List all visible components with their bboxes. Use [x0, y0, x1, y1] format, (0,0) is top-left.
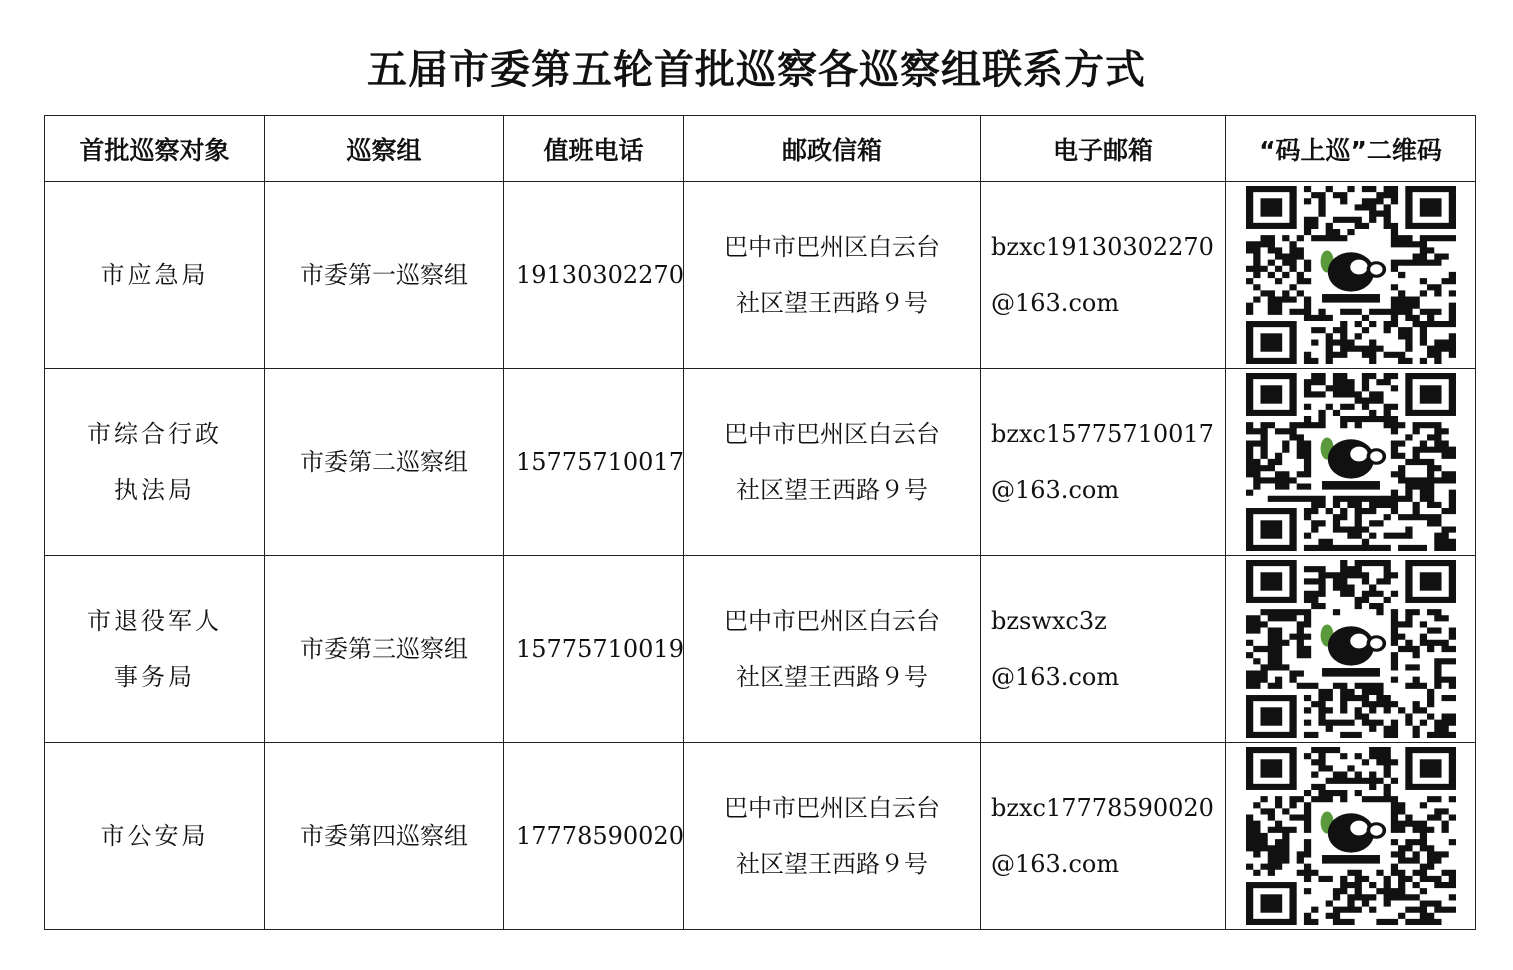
email-line: bzxc19130302270 [991, 233, 1214, 261]
target-cell [45, 182, 265, 369]
group-cell: 市委第四巡察组 [265, 743, 504, 930]
page-title: 五届市委第五轮首批巡察各巡察组联系方式 [367, 47, 1146, 93]
address-line: 社区望王西路９号 [736, 289, 928, 317]
qr-cell[interactable] [1226, 556, 1476, 743]
email-line: @163.com [991, 476, 1120, 504]
phone-cell: 15775710019 [504, 556, 684, 743]
target-line: 事务局 [114, 663, 195, 691]
qr-code-icon[interactable] [1246, 560, 1456, 738]
header-address: 邮政信箱 [684, 116, 981, 182]
address-line: 社区望王西路９号 [736, 476, 928, 504]
group-cell: 市委第二巡察组 [265, 369, 504, 556]
table-row [45, 556, 1476, 743]
header-target: 首批巡察对象 [45, 116, 265, 182]
target-line: 执法局 [114, 476, 195, 504]
qr-cell[interactable] [1226, 369, 1476, 556]
header-group: 巡察组 [265, 116, 504, 182]
table-row [45, 182, 1476, 369]
address-line: 巴中市巴州区白云台 [724, 233, 940, 261]
table-row [45, 743, 1476, 930]
email-line: @163.com [991, 850, 1120, 878]
email-line: @163.com [991, 663, 1120, 691]
email-line: bzxc17778590020 [991, 794, 1214, 822]
header-qr: “码上巡”二维码 [1226, 116, 1476, 182]
address-cell [684, 182, 981, 369]
address-line: 巴中市巴州区白云台 [724, 420, 940, 448]
table-header-row [45, 116, 1476, 182]
target-cell [45, 556, 265, 743]
email-cell[interactable] [981, 556, 1226, 743]
qr-code-icon[interactable] [1246, 747, 1456, 925]
email-cell[interactable] [981, 182, 1226, 369]
email-line: bzswxc3z [991, 607, 1107, 635]
email-line: bzxc15775710017 [991, 420, 1214, 448]
email-cell[interactable] [981, 743, 1226, 930]
target-line: 市公安局 [100, 822, 209, 850]
address-cell [684, 556, 981, 743]
target-cell [45, 743, 265, 930]
contact-table [44, 115, 1476, 930]
address-cell [684, 743, 981, 930]
target-cell [45, 369, 265, 556]
qr-cell[interactable] [1226, 182, 1476, 369]
phone-cell: 15775710017 [504, 369, 684, 556]
qr-code-icon[interactable] [1246, 373, 1456, 551]
address-line: 社区望王西路９号 [736, 663, 928, 691]
address-line: 社区望王西路９号 [736, 850, 928, 878]
address-line: 巴中市巴州区白云台 [724, 794, 940, 822]
table-row [45, 369, 1476, 556]
header-email: 电子邮箱 [981, 116, 1226, 182]
group-cell: 市委第一巡察组 [265, 182, 504, 369]
target-line: 市退役军人 [87, 607, 222, 635]
phone-cell: 19130302270 [504, 182, 684, 369]
qr-code-icon[interactable] [1246, 186, 1456, 364]
address-cell [684, 369, 981, 556]
email-cell[interactable] [981, 369, 1226, 556]
address-line: 巴中市巴州区白云台 [724, 607, 940, 635]
email-line: @163.com [991, 289, 1120, 317]
target-line: 市应急局 [100, 261, 209, 289]
group-cell: 市委第三巡察组 [265, 556, 504, 743]
header-phone: 值班电话 [504, 116, 684, 182]
phone-cell: 17778590020 [504, 743, 684, 930]
qr-cell[interactable] [1226, 743, 1476, 930]
target-line: 市综合行政 [87, 420, 222, 448]
